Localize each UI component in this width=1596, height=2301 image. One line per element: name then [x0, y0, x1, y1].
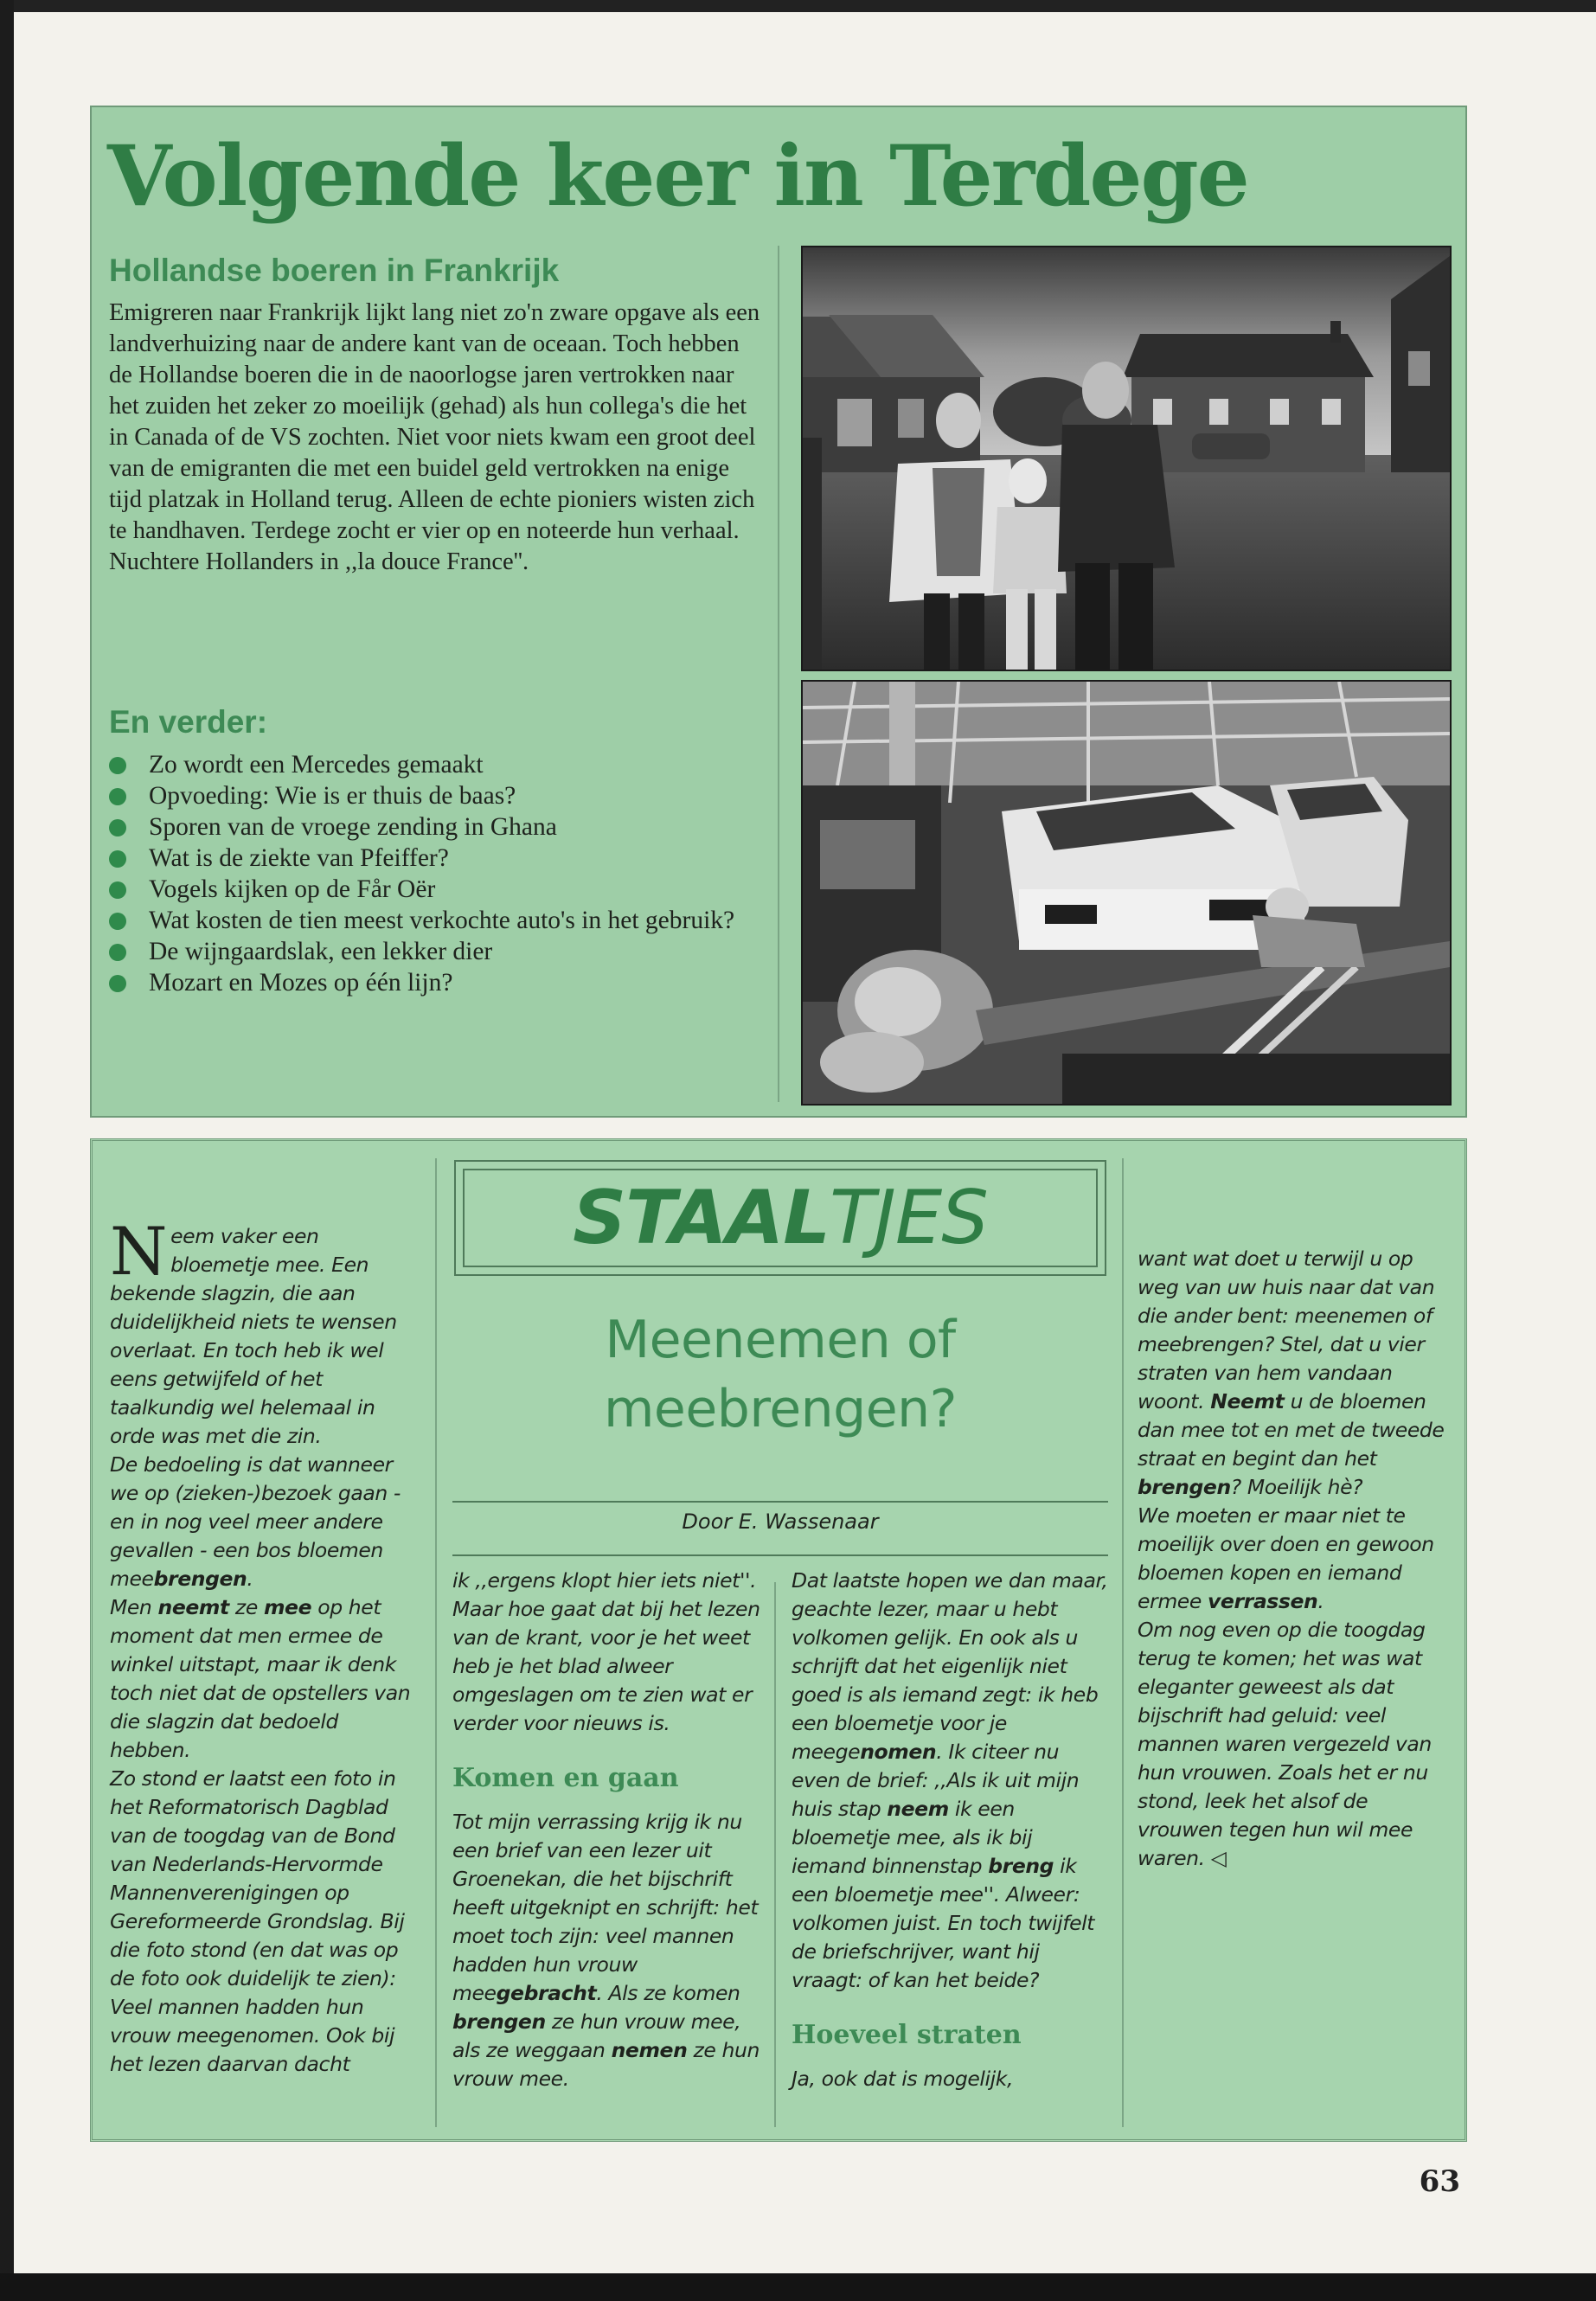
- emphasis: neem: [887, 1797, 949, 1821]
- emphasis: breng: [988, 1854, 1054, 1878]
- paragraph: [1138, 1502, 1454, 1616]
- paragraph: [1138, 1245, 1454, 1502]
- list-item: [104, 874, 761, 905]
- more-list: [104, 749, 761, 998]
- bullet-icon: [109, 819, 126, 836]
- text-run: ze: [228, 1595, 264, 1619]
- article-column-1: [110, 1213, 423, 2079]
- emphasis: nomen: [860, 1740, 937, 1764]
- bullet-icon: [109, 757, 126, 774]
- paragraph: Om nog even op die toogdag terug te komen; het was wat eleganter geweest als dat bijschrift had geluid: veel mannen waren vergezeld van hun vrouwen. Zoals het er nu stond, leek het alsof de vrouwen tegen hun wil mee waren. ◁: [1138, 1618, 1432, 1870]
- text-run: ze hun vrouw mee, als ze weggaan: [452, 2009, 741, 2062]
- emphasis: verrassen: [1208, 1589, 1318, 1613]
- list-item: [104, 905, 761, 936]
- left-edge: [0, 0, 14, 2301]
- text-run: u de bloemen dan mee tot en met de tweede straat en begint dan het: [1138, 1389, 1445, 1471]
- text-run: De bedoeling is dat wanneer we op (zieken-)bezoek gaan - en in nog veel meer andere gevallen - een bos bloemen mee: [110, 1452, 401, 1591]
- emphasis: nemen: [611, 2038, 688, 2062]
- emphasis: brengen: [452, 2009, 546, 2034]
- list-item-label: Mozart en Mozes op één lijn?: [149, 969, 453, 997]
- text-run: ik een bloemetje mee''. Alweer: volkomen juist. En toch twijfelt de briefschrijver, want hij vraagt: of kan het beide?: [792, 1854, 1095, 1992]
- text-run: . Als ze komen: [596, 1981, 740, 2005]
- list-item-label: De wijngaardslak, een lekker dier: [149, 938, 493, 965]
- article-title-line-2: meebrengen?: [603, 1379, 958, 1439]
- article-title: [454, 1305, 1106, 1444]
- list-item: [104, 780, 761, 811]
- text-run: op het moment dat men ermee de winkel uitstapt, maar ik denk toch niet dat de opstellers van die slagzin dat bedoeld hebben.: [110, 1595, 411, 1762]
- subheading: Hoeveel straten: [792, 2020, 1022, 2050]
- car-factory-photo: [801, 680, 1452, 1106]
- lead-heading: Hollandse boeren in Frankrijk: [109, 253, 560, 288]
- list-item: [104, 967, 761, 998]
- text-run: . Ik citeer nu even de brief: ,,Als ik uit mijn huis stap: [792, 1740, 1080, 1821]
- article-title-line-1: Meenemen of: [605, 1310, 956, 1370]
- list-item-label: Zo wordt een Mercedes gemaakt: [149, 751, 484, 779]
- text-run: Men: [110, 1595, 158, 1619]
- paragraph: eem vaker een bloemetje mee. Een bekende slagzin, die aan duidelijkheid niets te wensen overlaat. En toch heb ik wel eens getwijfeld of het taalkundig wel helemaal in orde was met die zin.: [110, 1224, 397, 1448]
- bottom-edge: [0, 2273, 1596, 2301]
- staaltjes-article: [90, 1138, 1467, 2142]
- paragraph: [792, 1567, 1108, 1995]
- column-divider: [1122, 1158, 1124, 2127]
- emphasis: brengen: [1138, 1475, 1231, 1499]
- subheading: Komen en gaan: [452, 1763, 679, 1793]
- article-column-2: [452, 1567, 766, 2093]
- text-run: .: [247, 1567, 253, 1591]
- text-run: Tot mijn verrassing krijg ik nu een brief van een lezer uit Groenekan, die het bijschrift heeft uitgeknipt en schrijft: het moet toch zijn: veel mannen hadden hun vrouw mee: [452, 1810, 759, 2005]
- bullet-icon: [109, 788, 126, 805]
- byline-rule-bottom: [452, 1554, 1108, 1556]
- text-run: ze hun vrouw mee.: [452, 2038, 760, 2091]
- list-item-label: Opvoeding: Wie is er thuis de baas?: [149, 782, 516, 810]
- car-factory-photo-image: [803, 682, 1450, 1104]
- list-item: [104, 843, 761, 874]
- emphasis: Neemt: [1210, 1389, 1285, 1413]
- emphasis: gebracht: [496, 1981, 597, 2005]
- paragraph: [110, 1593, 423, 1765]
- paragraph: Zo stond er laatst een foto in het Reformatorisch Dagblad van de toogdag van de Bond van Nederlands-Hervormde Mannenverenigingen op Gereformeerde Grondslag. Bij die foto stond (en dat was op de foto ook duidelijk te zien): Veel mannen hadden hun vrouw meegenomen. Ook bij het lezen daarvan dacht: [110, 1766, 405, 2076]
- farmers-photo: [801, 246, 1452, 671]
- bullet-icon: [109, 944, 126, 961]
- next-issue-box: [90, 106, 1467, 1118]
- column-divider: [774, 1582, 776, 2127]
- list-item: [104, 749, 761, 780]
- text-run: want wat doet u terwijl u op weg van uw huis naar dat van die ander bent: meenemen of meebrengen? Stel, dat u vier straten van hem vandaan woont.: [1138, 1247, 1435, 1413]
- emphasis: brengen: [153, 1567, 247, 1591]
- dropcap: N: [110, 1213, 168, 1290]
- list-item-label: Vogels kijken op de Får Oër: [149, 875, 436, 903]
- list-item: [104, 936, 761, 967]
- article-column-3: [792, 1567, 1108, 2093]
- farmers-photo-image: [803, 247, 1450, 670]
- paragraph: [452, 1808, 766, 2093]
- article-column-4: [1138, 1245, 1454, 1873]
- column-logo-frame: [454, 1160, 1106, 1276]
- text-run: We moeten er maar niet te moeilijk over doen en gewoon bloemen kopen en iemand ermee: [1138, 1503, 1434, 1613]
- list-item: [104, 811, 761, 843]
- lead-text: Emigreren naar Frankrijk lijkt lang niet zo'n zware opgave als een landverhuizing naar de andere kant van de oceaan. Toch hebben de Hollandse boeren die in de naoorlogse jaren vertrokken naar het zuiden het zeker zo moeilijk (gehad) als hun collega's die het in Canada of de VS zochten. Niet voor niets kwam een groot deel van de emigranten die met een buidel geld vertrokken na enige tijd platzak in Holland terug. Alleen de echte pioniers wisten zich te handhaven. Terdege zocht er vier op en noteerde hun verhaal. Nuchtere Hollanders in ,,la douce France''.: [109, 299, 760, 575]
- bullet-icon: [109, 913, 126, 930]
- list-item-label: Sporen van de vroege zending in Ghana: [149, 813, 557, 841]
- column-logo-part-1: STAAL: [573, 1175, 830, 1261]
- column-logo-part-2: TJES: [830, 1175, 988, 1261]
- column-divider: [778, 246, 779, 1102]
- text-run: ? Moeilijk hè?: [1230, 1475, 1363, 1499]
- emphasis: mee: [263, 1595, 312, 1619]
- headline: Volgende keer in Terdege: [107, 127, 1248, 225]
- text-run: Dat laatste hopen we dan maar, geachte lezer, maar u hebt volkomen gelijk. En ook als u schrijft dat het eigenlijk niet goed is als iemand zegt: ik heb een bloemetje voor je meege: [792, 1568, 1108, 1764]
- text-run: ik een bloemetje mee, als ik bij iemand binnenstap: [792, 1797, 1033, 1878]
- more-heading: En verder:: [109, 704, 268, 740]
- text-run: .: [1317, 1589, 1324, 1613]
- paragraph: [110, 1451, 423, 1593]
- bullet-icon: [109, 881, 126, 899]
- list-item-label: Wat is de ziekte van Pfeiffer?: [149, 844, 449, 872]
- bullet-icon: [109, 975, 126, 992]
- column-divider: [435, 1158, 437, 2127]
- column-logo: [463, 1169, 1098, 1267]
- byline-rule-top: [452, 1501, 1108, 1503]
- paragraph: Ja, ook dat is mogelijk,: [792, 2067, 1014, 2091]
- byline: Door E. Wassenaar: [682, 1509, 879, 1534]
- page-number: 63: [1419, 2164, 1460, 2199]
- top-edge: [0, 0, 1596, 12]
- bullet-icon: [109, 850, 126, 868]
- paragraph: ik ,,ergens klopt hier iets niet''. Maar hoe gaat dat bij het lezen van de krant, voor je het weet heb je het blad alweer omgeslagen om te zien wat er verder voor nieuws is.: [452, 1568, 760, 1735]
- list-item-label: Wat kosten de tien meest verkochte auto's in het gebruik?: [149, 907, 735, 934]
- emphasis: neemt: [157, 1595, 229, 1619]
